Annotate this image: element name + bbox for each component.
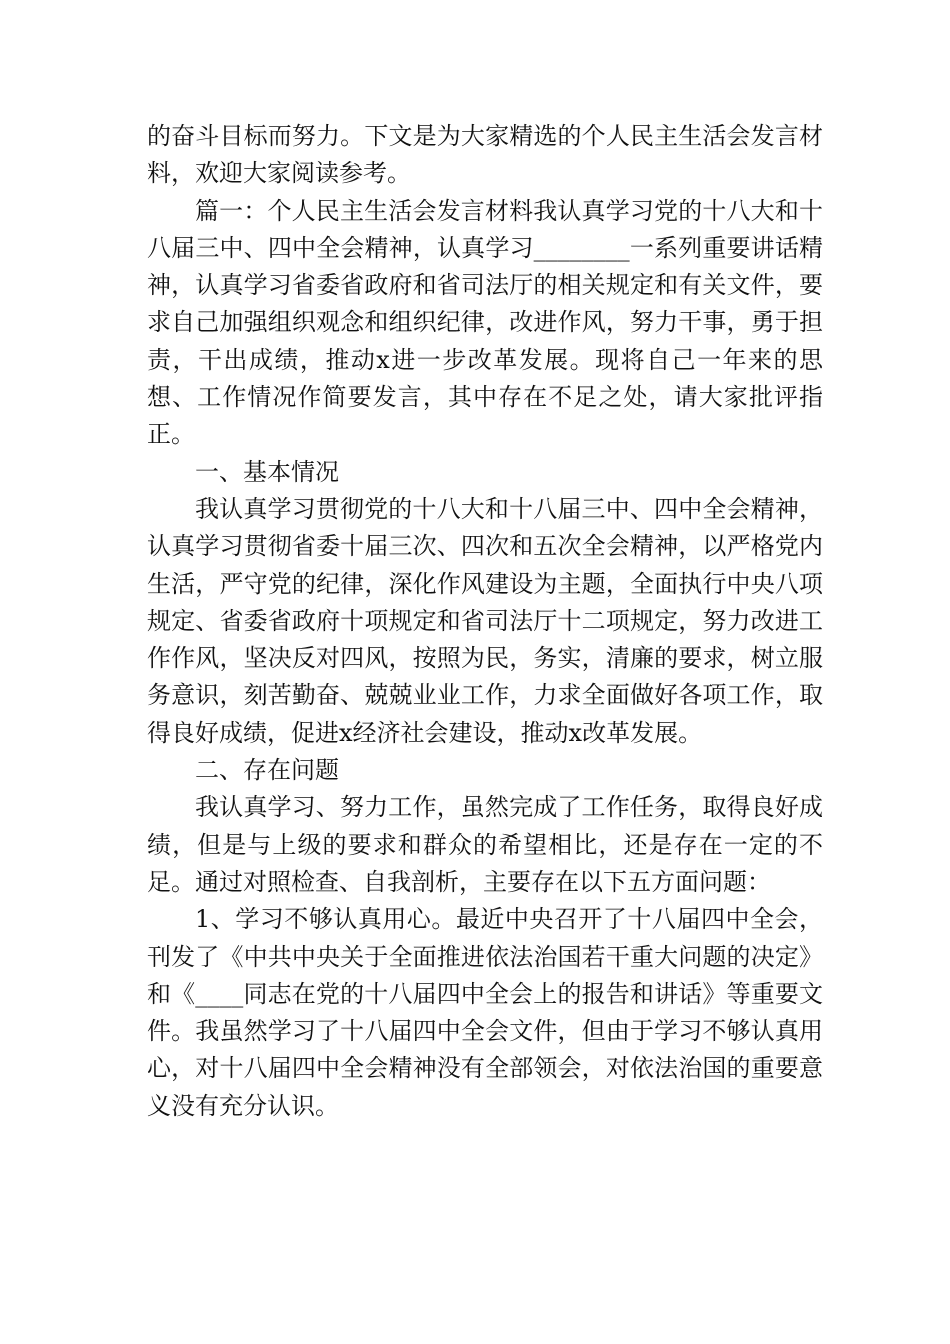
paragraph-existing-problems: 我认真学习、努力工作，虽然完成了工作任务，取得良好成绩，但是与上级的要求和群众的希望相比，还是存在一定的不足。通过对照检查、自我剖析，主要存在以下五方面问题： <box>147 793 823 896</box>
paragraph-section-one-intro: 篇一：个人民主生活会发言材料我认真学习党的十八大和十八届三中、四中全会精神，认真学习________一系列重要讲话精神，认真学习省委省政府和省司法厅的相关规定和有关文件，要求自己加强组织观念和组织纪律，改进作风，努力干事，勇于担责，干出成绩，推动x进一步改革发展。现将自己一年来的思想、工作情况作简要发言，其中存在不足之处，请大家批评指正。 <box>147 196 823 449</box>
heading-basic-situation: 一、基本情况 <box>195 457 339 486</box>
paragraph-intro-continuation: 的奋斗目标而努力。下文是为大家精选的个人民主生活会发言材料，欢迎大家阅读参考。 <box>147 122 823 188</box>
paragraph-problem-one: 1、学习不够认真用心。最近中央召开了十八届四中全会，刊发了《中共中央关于全面推进依法治国若干重大问题的决定》和《____同志在党的十八届四中全会上的报告和讲话》等重要文件。我虽然学习了十八届四中全会文件，但由于学习不够认真用心，对十八届四中全会精神没有全部领会，对依法治国的重要意义没有充分认识。 <box>147 905 823 1120</box>
heading-existing-problems: 二、存在问题 <box>195 756 339 785</box>
paragraph-basic-situation: 我认真学习贯彻党的十八大和十八届三中、四中全会精神，认真学习贯彻省委十届三次、四次和五次全会精神，以严格党内生活，严守党的纪律，深化作风建设为主题，全面执行中央八项规定、省委省政府十项规定和省司法厅十二项规定，努力改进工作作风，坚决反对四风，按照为民，务实，清廉的要求，树立服务意识，刻苦勤奋、兢兢业业工作，力求全面做好各项工作，取得良好成绩，促进x经济社会建设，推动x改革发展。 <box>147 494 823 747</box>
document-body <box>147 118 823 1125</box>
